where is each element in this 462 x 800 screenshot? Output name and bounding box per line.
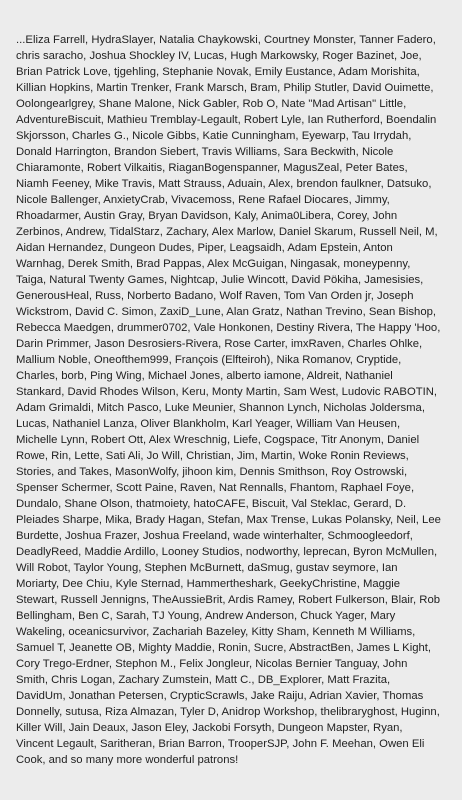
patron-credits-text: ...Eliza Farrell, HydraSlayer, Natalia Chaykowski, Courtney Monster, Tanner Fadero, chris saracho, Joshua Shockley IV, Lucas, Hugh Markowsky, Roger Bazinet, Joe, Brian Patrick Love, tjgehling, Stephanie Novak, Emily Eustance, Adam Morishita, Killian Hopkins, Martin Trenker, Frank Marsch, Bram, Philip Stutler, David Ouimette, Oolongearlgrey, Shane Malone, Nick Gabler, Rob O, Nate "Mad Artisan" Little, AdventureBiscuit, Mathieu Tremblay-Legault, Robert Lyle, Ian Rutherford, Boendalin Skjorsson, Charles G., Nicole Gibbs, Katie Cunningham, Eyewarp, Tau Irrydah, Donald Harrington, Brandon Siebert, Travis Williams, Sara Beckwith, Nicole Chiaramonte, Robert Vilkaitis, RiaganBogenspanner, MagusZeal, Peter Bates, Niamh Feeney, Mike Travis, Matt Strauss, Aduain, Alex, brendon faulkner, Datsuko, Nicole Ballenger, AnxietyCrab, Vivacemoss, Rene Rafael Diocares, Jimmy, Rhoadarmer, Austin Gray, Bryan Davidson, Kaly, Anima0Libera, Corey, John Zerbinos, Andrew, TidalStarz, Zachary, Alex Marlow, Daniel Skarum, Russell Neil, M, Aidan Hernandez, Dungeon Dudes, Piper, Leagsaidh, Adam Epstein, Anton Warnhag, Derek Smith, Brad Pappas, Alex McGuigan, Ningasak, moneypenny, Taiga, Natural Twenty Games, Nightcap, Julie Wincott, David Pökiha, Jamesisies, GenerousHeal, Russ, Norberto Badano, Wolf Raven, Tom Van Orden jr, Joseph Wickstrom, David C. Simon, ZaxiD_Lune, Alan Gratz, Nathan Trevino, Sean Bishop, Rebecca Maedgen, drummer0702, Vale Honkonen, Destiny Rivera, The Happy 'Hoo, Darin Primmer, Jason Desrosiers-Rivera, Rose Carter, imxRaven, Charles Ohlke, Mallium Noble, Oneofthem999, François (Elfteiroh), Nika Romanov, Cryptide, Charles, borb, Ping Wing, Michael Jones, alberto iamone, Aldreit, Nathaniel Stankard, David Rhodes Wilson, Keru, Monty Martin, Sam West, Ludovic RABOTIN, Adam Grimaldi, Mitch Pasco, Luke Meunier, Shannon Lynch, Nicholas Joldersma, Lucas, Nathaniel Lanza, Oliver Blankholm, Karl Yeager, William Van Heusen, Michelle Lynn, Robert Ott, Alex Wreschnig, Liefe, Cogspace, Titr Anonym, Daniel Rowe, Rin, Lette, Sati Ali, Jo Will, Christian, Jim, Martin, Woke Ronin Reviews, Stories, and Takes, MasonWolfy, jihoon kim, Dennis Smithson, Roy Ostrowski, Spenser Schermer, Scott Paine, Raven, Nat Rennalls, Fhantom, Raphael Foye, Dundalo, Shane Olson, thatmoiety, hatoCAFE, Biscuit, Val Steklac, Gerard, D. Pleiades Sharpe, Mika, Brady Hagan, Stefan, Max Trense, Lukas Polansky, Neil, Lee Burdette, Joshua Frazer, Joshua Freeland, wade winterhalter, Schmoogleedorf, DeadlyReed, Maddie Ardillo, Looney Studios, nodworthy, leprecan, Byron McMullen, Will Robot, Taylor Young, Stephen McBurnett, daSmug, gustav seymore, Ian Moriarty, Dee Chiu, Kyle Sternad, Hammertheshark, GeekyChristine, Maggie Stewart, Russell Jennigns, TheAussieBrit, Ardis Ramey, Robert Fulkerson, Blair, Rob Bellingham, Ben C, Sarah, TJ Young, Andrew Anderson, Chuck Yager, Mary Wakeling, oceanicsurvivor, Zachariah Bazeley, Kitty Sham, Kenneth M Williams, Samuel T, Jeanette OB, Mighty Maddie, Ronin, Sucre, AbstractBen, James L Kight, Cory Trego-Erdner, Stephon M., Felix Jongleur, Nicolas Bernier Tanguay, John Smith, Chris Logan, Zachary Zumstein, Matt C., DB_Explorer, Matt Frazita, DavidUm, Jonathan Petersen, CrypticScrawls, Jake Raiju, Adrian Xavier, Thomas Donnelly, sutusa, Riza Almazan, Tyler D, Anidrop Workshop, thelibraryghost, Huginn, Killer Will, Jain Deaux, Jason Eley, Jackobi Forsyth, Dungeon Mapster, Ryan, Vincent Legault, Saritheran, Brian Barron, TrooperSJP, John F. Meehan, Owen Eli Cook, and so many more wonderful patrons! xyxy=(16,34,441,766)
